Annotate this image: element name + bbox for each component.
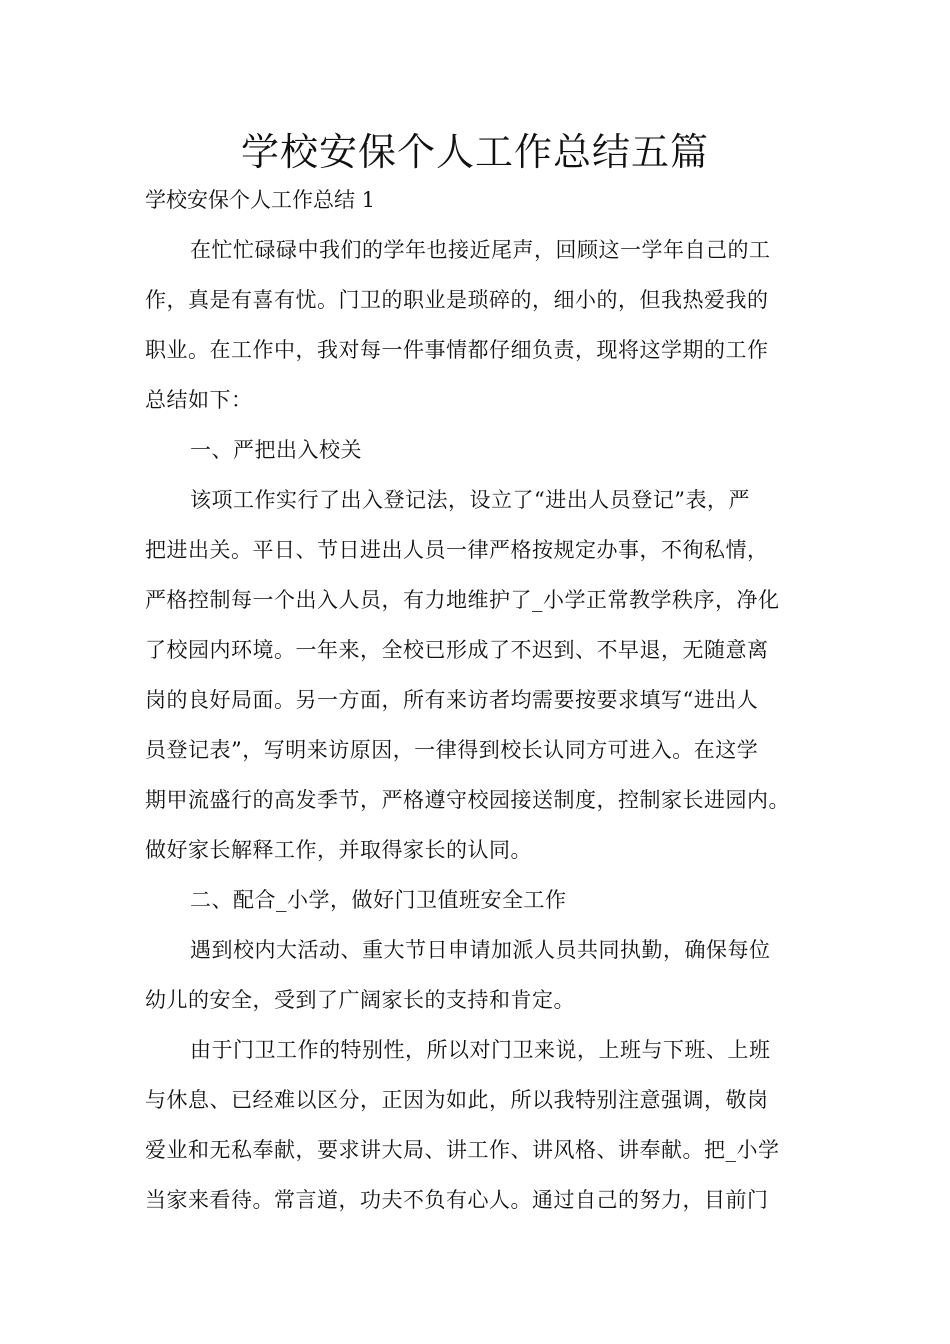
paragraph-line: 期甲流盛行的高发季节，严格遵守校园接送制度，控制家长进园内。 xyxy=(145,788,790,812)
paragraph-line: 遇到校内大活动、重大节日申请加派人员共同执勤，确保每位 xyxy=(190,938,771,962)
paragraph-line: 做好家长解释工作，并取得家长的认同。 xyxy=(145,838,532,862)
paragraph-line: 职业。在工作中，我对每一件事情都仔细负责，现将这学期的工作 xyxy=(145,338,769,362)
paragraph-line: 幼儿的安全，受到了广阔家长的支持和肯定。 xyxy=(145,988,575,1012)
paragraph-line: 了校园内环境。一年来，全校已形成了不迟到、不早退，无随意离 xyxy=(145,638,769,662)
section-heading: 二、配合_小学，做好门卫值班安全工作 xyxy=(190,888,567,912)
paragraph-line: 由于门卫工作的特别性，所以对门卫来说，上班与下班、上班 xyxy=(190,1038,771,1062)
section-heading: 一、严把出入校关 xyxy=(190,438,362,462)
paragraph-line: 岗的良好局面。另一方面，所有来访者均需要按要求填写“进出人 xyxy=(145,688,759,712)
document-title: 学校安保个人工作总结五篇 xyxy=(240,130,709,174)
paragraph-line: 作，真是有喜有忧。门卫的职业是琐碎的，细小的，但我热爱我的 xyxy=(145,288,769,312)
paragraph-line: 爱业和无私奉献，要求讲大局、讲工作、讲风格、讲奉献。把_小学 xyxy=(145,1138,780,1162)
paragraph-line: 总结如下： xyxy=(145,388,253,412)
paragraph-line: 把进出关。平日、节日进出人员一律严格按规定办事，不徇私情， xyxy=(145,538,769,562)
paragraph-line: 该项工作实行了出入登记法，设立了“进出人员登记”表，严 xyxy=(190,488,750,512)
paragraph-line: 严格控制每一个出入人员，有力地维护了_小学正常教学秩序，净化 xyxy=(145,588,780,612)
section-subtitle: 学校安保个人工作总结 1 xyxy=(145,188,376,212)
paragraph-line: 当家来看待。常言道，功夫不负有心人。通过自己的努力，目前门 xyxy=(145,1188,769,1212)
paragraph-line: 在忙忙碌碌中我们的学年也接近尾声，回顾这一学年自己的工 xyxy=(190,238,771,262)
paragraph-line: 员登记表”，写明来访原因，一律得到校长认同方可进入。在这学 xyxy=(145,738,759,762)
paragraph-line: 与休息、已经难以区分，正因为如此，所以我特别注意强调，敬岗 xyxy=(145,1088,769,1112)
